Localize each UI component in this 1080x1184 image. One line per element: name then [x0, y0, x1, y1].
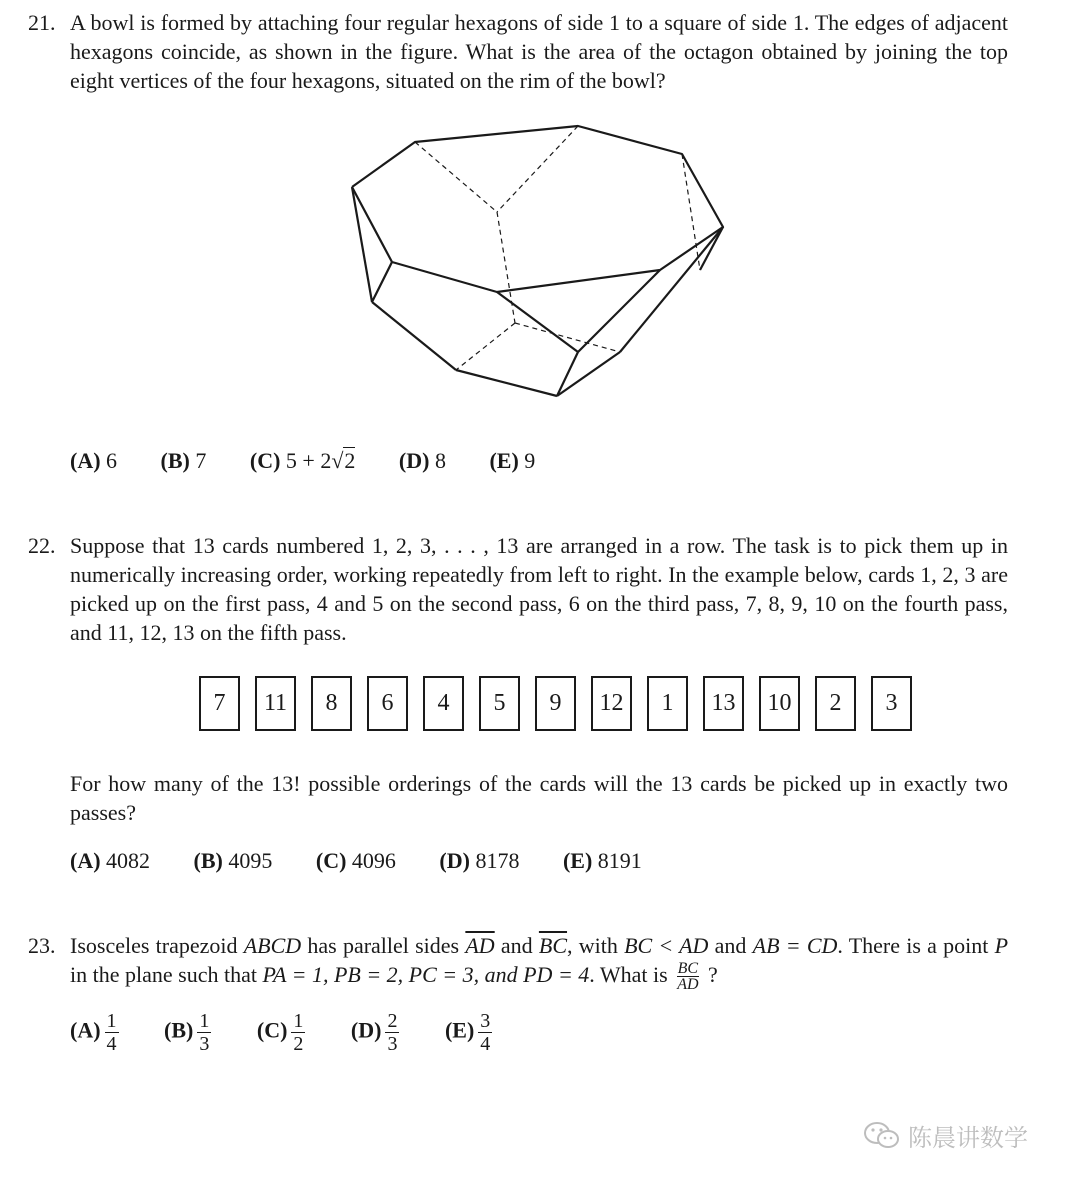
option-value: 9	[524, 447, 536, 473]
option-e[interactable]	[563, 848, 642, 874]
problem-text	[70, 931, 1008, 992]
fraction-numerator: 1	[293, 1010, 304, 1032]
problem-text: A bowl is formed by attaching four regular hexagons of side 1 to a square of side 1. The edges of adjacent hexagons coincide, as shown in the figure. What is the area of the octagon obtained by joining the top eight vertices of the four hexagons, situated on the rim of the bowl?	[70, 10, 1008, 93]
option-e[interactable]	[489, 448, 535, 474]
fraction-numerator: 1	[199, 1010, 210, 1032]
option-label: (C)	[249, 447, 281, 473]
problem-21	[28, 8, 1008, 95]
option-value: 6	[106, 447, 118, 473]
option-b[interactable]	[194, 848, 273, 874]
math-segment-bc: $\overline{BC}$	[538, 933, 568, 958]
fraction-numerator: 3	[480, 1010, 491, 1032]
option-label: (E)	[444, 1017, 475, 1043]
option-a[interactable]	[70, 448, 117, 474]
card: 6	[367, 676, 408, 731]
problem-number: 23.	[28, 933, 56, 958]
option-label: (D)	[350, 1017, 382, 1043]
option-label: (B)	[193, 847, 223, 873]
option-label: (D)	[439, 847, 470, 873]
option-value: 8178	[475, 847, 520, 873]
text-run: . What is	[589, 962, 674, 987]
option-value: 4095	[228, 847, 273, 873]
problem-text: Suppose that 13 cards numbered 1, 2, 3, . . . , 13 are arranged in a row. The task is to pick them up in numerically increasing order, working repeatedly from left to right. In the example below, cards 1, 2, 3 are picked up on the first pass, 4 and 5 on the second pass, 6 on the third pass, 7, 8, 9, 10 on the fourth pass, and 11, 12, 13 on the fifth pass.	[70, 533, 1008, 645]
option-label: (A)	[70, 847, 101, 873]
wechat-icon	[862, 1120, 902, 1152]
problem-22-options	[70, 846, 642, 874]
problem-23	[28, 931, 1008, 992]
text-run: has parallel sides	[301, 933, 466, 958]
fraction-denominator: AD	[677, 976, 699, 994]
problem-number: 22.	[28, 533, 56, 558]
text-run: ?	[702, 962, 718, 987]
watermark	[862, 1118, 1028, 1153]
problem-22-question	[28, 769, 1008, 827]
text-run: , with	[567, 933, 625, 958]
question-text: For how many of the 13! possible orderings of the cards will the 13 cards be picked up in exactly two passes?	[70, 771, 1008, 825]
option-c[interactable]	[250, 448, 356, 474]
card: 2	[815, 676, 856, 731]
text-run: in the plane such that	[70, 962, 263, 987]
option-d[interactable]	[399, 448, 446, 474]
card: 9	[535, 676, 576, 731]
option-value: 4082	[106, 847, 151, 873]
card: 4	[423, 676, 464, 731]
option-d[interactable]	[351, 1010, 400, 1055]
option-fraction	[385, 1010, 399, 1055]
bowl-hidden-edges	[415, 126, 700, 370]
option-fraction	[291, 1010, 305, 1055]
card: 12	[591, 676, 632, 731]
option-fraction	[197, 1010, 211, 1055]
bowl-figure	[340, 120, 740, 410]
option-label: (D)	[398, 447, 430, 473]
text-run: and	[708, 933, 753, 958]
math-segment-ad: $\overline{AD}$	[465, 933, 495, 958]
problem-number: 21.	[28, 10, 56, 35]
fraction-denominator: 4	[480, 1033, 491, 1055]
option-value: 7	[195, 447, 207, 473]
card-row	[199, 676, 912, 730]
option-value: 8	[434, 447, 446, 473]
card: 7	[199, 676, 240, 731]
text-run: . There is a point	[837, 933, 995, 958]
fraction-numerator: BC	[677, 960, 699, 978]
option-c[interactable]	[316, 848, 396, 874]
card: 13	[703, 676, 744, 731]
fraction-denominator: 3	[199, 1033, 210, 1055]
option-a[interactable]	[70, 848, 150, 874]
option-label: (E)	[489, 447, 519, 473]
option-c[interactable]	[257, 1010, 306, 1055]
option-value: 4096	[351, 847, 396, 873]
math-distances: PA = 1, PB = 2, PC = 3, and PD = 4	[262, 962, 590, 987]
option-value: 8191	[597, 847, 642, 873]
card: 8	[311, 676, 352, 731]
ratio-fraction	[677, 961, 698, 992]
option-e[interactable]	[445, 1010, 492, 1055]
math-inequality: BC < AD	[624, 933, 709, 958]
math-equality: AB = CD	[752, 933, 838, 958]
math-abcd: ABCD	[243, 933, 302, 958]
card: 10	[759, 676, 800, 731]
option-value: 5 + 2	[285, 447, 332, 473]
fraction-numerator: 1	[106, 1010, 117, 1032]
math-point-p: P	[994, 933, 1009, 958]
option-label: (C)	[315, 847, 347, 873]
text-run: and	[494, 933, 539, 958]
fraction-denominator: 2	[293, 1033, 304, 1055]
card: 3	[871, 676, 912, 731]
option-d[interactable]	[439, 848, 519, 874]
option-label: (A)	[70, 1017, 101, 1043]
watermark-text: 陈晨讲数学	[908, 1124, 1028, 1152]
option-fraction	[478, 1010, 492, 1055]
fraction-numerator: 2	[387, 1010, 398, 1032]
option-b[interactable]	[161, 448, 207, 474]
text-run: Isosceles trapezoid	[70, 933, 244, 958]
fraction-denominator: 4	[106, 1033, 117, 1055]
card: 1	[647, 676, 688, 731]
radicand: 2	[344, 447, 356, 473]
problem-22	[28, 531, 1008, 647]
card: 11	[255, 676, 296, 731]
problem-21-options	[70, 446, 535, 474]
option-fraction	[105, 1010, 119, 1055]
option-b[interactable]	[164, 1010, 211, 1055]
option-label: (C)	[256, 1017, 288, 1043]
option-label: (E)	[562, 847, 593, 873]
fraction-denominator: 3	[387, 1033, 398, 1055]
option-a[interactable]	[70, 1010, 119, 1055]
option-label: (B)	[164, 1017, 194, 1043]
bowl-solid-edges	[352, 126, 723, 396]
option-label: (B)	[160, 447, 190, 473]
problem-23-options	[70, 1010, 492, 1055]
sqrt-symbol: √2	[331, 447, 356, 473]
option-label: (A)	[70, 447, 101, 473]
card: 5	[479, 676, 520, 731]
